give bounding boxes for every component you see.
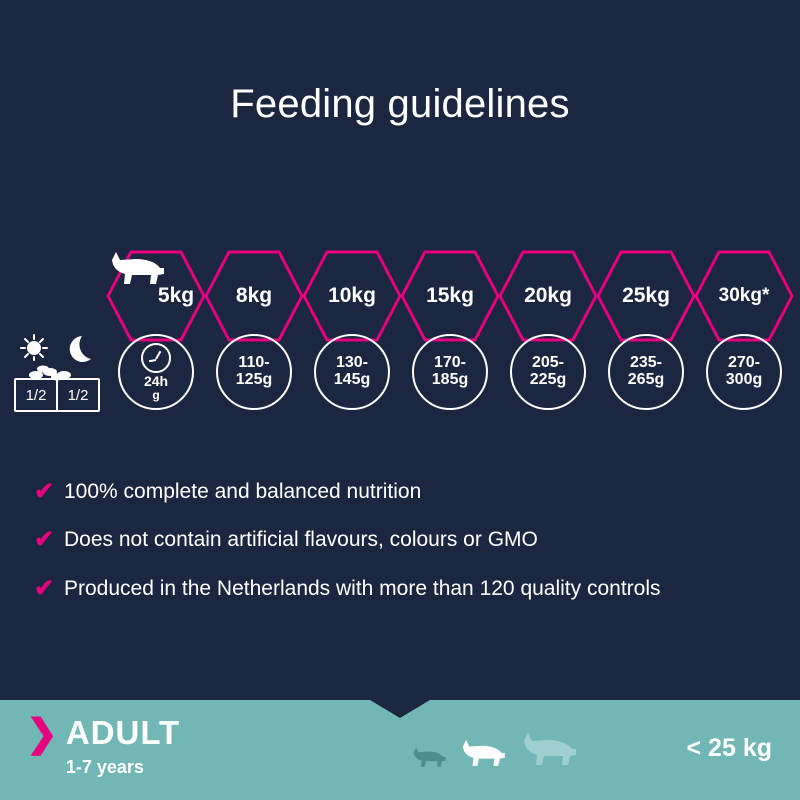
amount-cell-5 — [510, 334, 586, 410]
clock-label-g: g — [152, 387, 160, 402]
weight-label-5: 20kg — [524, 284, 572, 307]
amount-line2-7: 300g — [725, 371, 763, 388]
weight-hex-6 — [596, 248, 696, 344]
large-dog-icon — [518, 728, 580, 770]
weight-hex-1 — [106, 248, 206, 344]
weight-label-2: 8kg — [235, 284, 273, 307]
life-stage-label: ADULT — [65, 714, 181, 751]
check-icon: ✔ — [34, 574, 55, 602]
amount-line1-6: 235- — [629, 354, 663, 372]
list-item — [34, 575, 774, 603]
feeding-column-3 — [302, 248, 402, 388]
footer-notch — [370, 700, 430, 718]
weight-hex-5 — [498, 248, 598, 344]
list-item — [34, 478, 774, 506]
weight-label-7: 30kg* — [718, 285, 770, 306]
dog-icon — [106, 248, 168, 288]
chevron-right-icon: ❯ — [26, 713, 58, 755]
amount-cell-2 — [216, 334, 292, 410]
amount-line2-4: 185g — [431, 371, 469, 388]
clock-icon — [141, 343, 171, 373]
amount-cell-7 — [706, 334, 782, 410]
feeding-table — [0, 248, 800, 428]
benefit-text-1: 100% complete and balanced nutrition — [64, 480, 422, 503]
feeding-column-2 — [204, 248, 304, 388]
weight-hex-3 — [302, 248, 402, 344]
amount-line1-4: 170- — [433, 354, 467, 372]
clock-label-24h: 24h — [143, 372, 169, 389]
benefit-text-3: Produced in the Netherlands with more than 120 quality controls — [64, 576, 661, 600]
sun-moon-row — [8, 332, 106, 362]
sun-moon-svg — [8, 332, 106, 362]
feeding-column-4 — [400, 248, 500, 388]
meal-portion-icon — [8, 332, 108, 412]
medium-dog-icon — [458, 736, 508, 770]
weight-label-1: 5kg — [157, 284, 195, 307]
amount-cell-3 — [314, 334, 390, 410]
morning-portion: 1/2 — [16, 380, 58, 410]
amount-line1-3: 130- — [335, 354, 369, 372]
weight-hex-2 — [204, 248, 304, 344]
check-icon: ✔ — [34, 478, 55, 505]
amount-cell-6 — [608, 334, 684, 410]
life-stage-group — [26, 713, 181, 778]
evening-portion: 1/2 — [67, 386, 89, 404]
feeding-column-1 — [106, 248, 206, 402]
weight-range-label: < 25 kg — [686, 734, 772, 762]
benefit-text-2: Does not contain artificial flavours, colours or GMO — [64, 528, 538, 552]
weight-label-3: 10kg — [328, 284, 376, 307]
weight-label-6: 25kg — [622, 284, 670, 307]
amount-line1-2: 110- — [238, 354, 270, 372]
page-title: Feeding guidelines — [230, 82, 570, 126]
small-dog-icon — [410, 744, 448, 770]
footer-bar — [0, 700, 800, 800]
weight-label-4: 15kg — [426, 284, 474, 307]
amount-line2-6: 265g — [627, 371, 665, 388]
feeding-column-6 — [596, 248, 696, 388]
amount-line2-3: 145g — [333, 371, 371, 388]
bowl-split-box — [14, 378, 100, 412]
food-bowl-icon — [14, 360, 100, 412]
weight-hex-7 — [694, 248, 794, 344]
dog-size-group — [410, 728, 580, 770]
amount-line1-7: 270- — [727, 354, 761, 372]
weight-hex-4 — [400, 248, 500, 344]
age-range-label: 1-7 years — [65, 757, 144, 777]
list-item — [34, 526, 774, 554]
amount-line1-5: 205- — [531, 354, 565, 372]
check-icon: ✔ — [34, 526, 55, 554]
feeding-column-5 — [498, 248, 598, 388]
clock-cell — [118, 334, 194, 410]
amount-line2-2: 125g — [235, 371, 273, 388]
feeding-column-7 — [694, 248, 794, 388]
benefits-list — [34, 478, 774, 623]
amount-line2-5: 225g — [529, 371, 567, 388]
amount-cell-4 — [412, 334, 488, 410]
